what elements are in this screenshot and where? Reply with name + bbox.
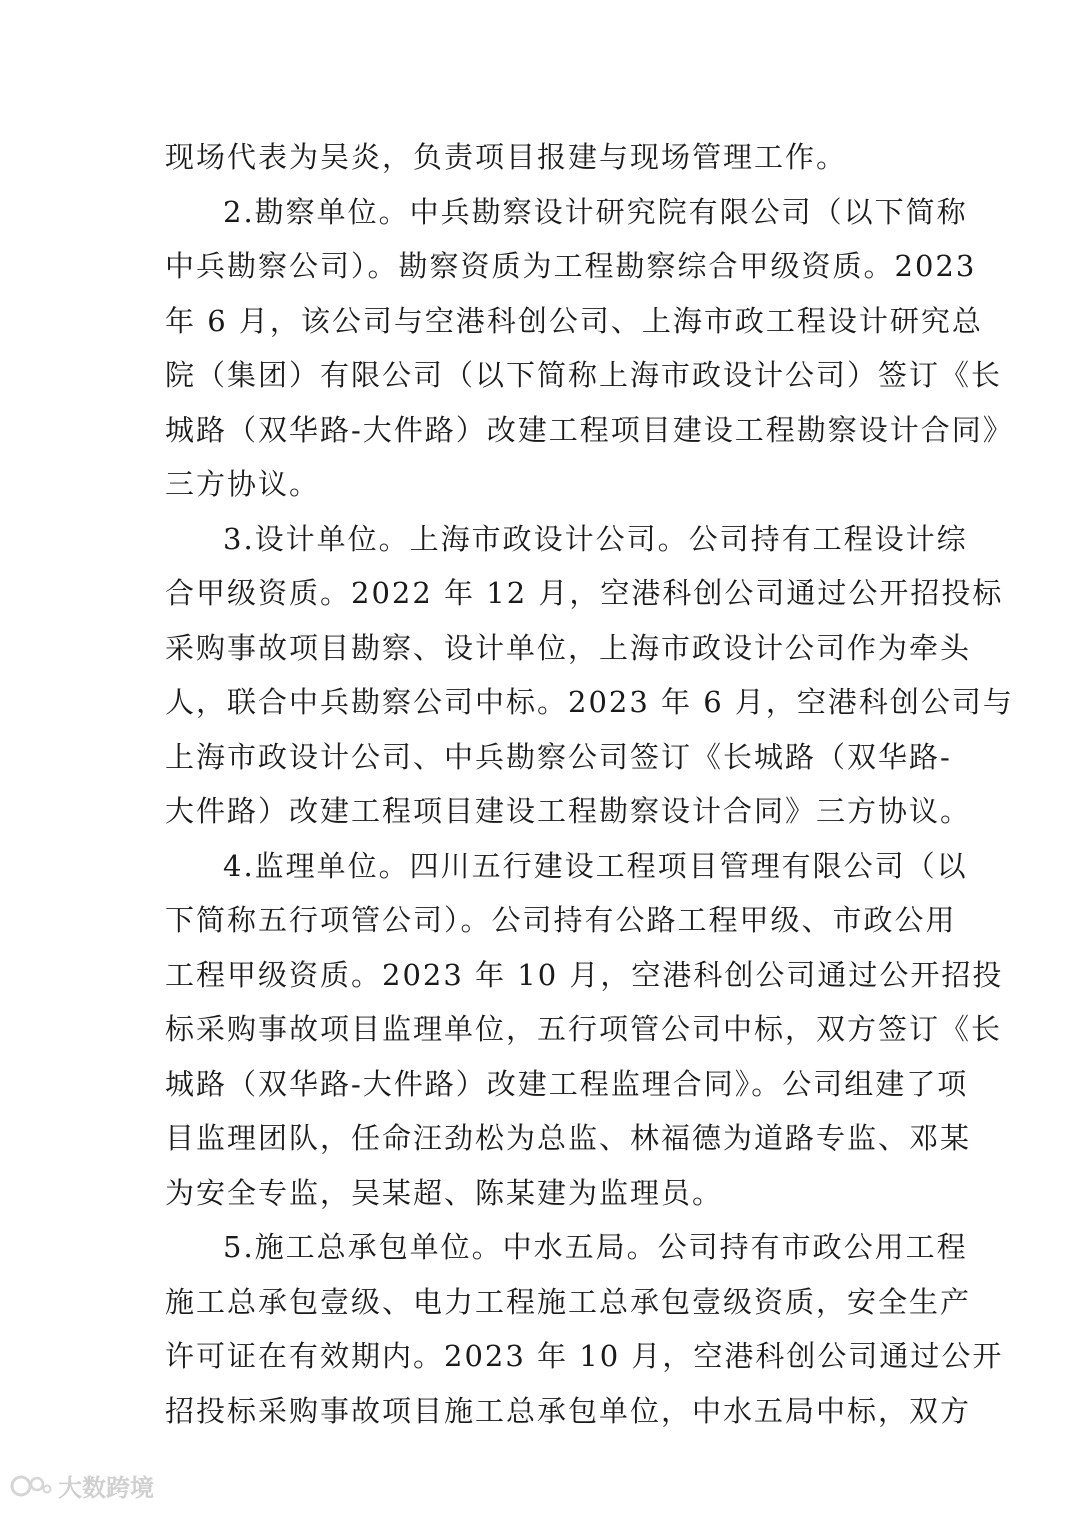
text-line: 5.施工总承包单位。中水五局。公司持有市政公用工程	[223, 1230, 968, 1264]
text-line: 目监理团队，任命汪劲松为总监、林福德为道路专监、邓某	[165, 1121, 972, 1155]
text-line: 施工总承包壹级、电力工程施工总承包壹级资质，安全生产	[165, 1284, 972, 1319]
text-line: 上海市政设计公司、中兵勘察公司签订《长城路（双华路-	[165, 739, 952, 774]
text-line: 采购事故项目勘察、设计单位，上海市政设计公司作为牵头	[165, 630, 972, 665]
text-line: 中兵勘察公司）。勘察资质为工程勘察综合甲级资质。2023	[165, 249, 977, 283]
text-line: 为安全专监，吴某超、陈某建为监理员。	[165, 1175, 724, 1210]
text-line: 人，联合中兵勘察公司中标。2023 年 6 月，空港科创公司与	[165, 685, 1014, 719]
document-body	[165, 130, 1014, 1438]
text-line: 招投标采购事故项目施工总承包单位，中水五局中标，双方	[165, 1393, 972, 1428]
text-line: 大件路）改建工程项目建设工程勘察设计合同》三方协议。	[165, 794, 972, 828]
bubble-logo-icon	[10, 1471, 52, 1501]
text-line: 城路（双华路-大件路）改建工程监理合同》。公司组建了项	[165, 1066, 969, 1101]
text-line: 3.设计单位。上海市政设计公司。公司持有工程设计综	[223, 521, 968, 556]
text-line: 院（集团）有限公司（以下简称上海市政设计公司）签订《长	[165, 358, 1003, 392]
text-line: 年 6 月，该公司与空港科创公司、上海市政工程设计研究总	[165, 303, 983, 338]
text-line: 4.监理单位。四川五行建设工程项目管理有限公司（以	[223, 848, 968, 883]
text-line: 下简称五行项管公司）。公司持有公路工程甲级、市政公用	[165, 903, 957, 937]
text-line: 现场代表为吴炎，负责项目报建与现场管理工作。	[165, 140, 848, 174]
text-line: 2.勘察单位。中兵勘察设计研究院有限公司（以下简称	[223, 194, 968, 229]
text-line: 城路（双华路-大件路）改建工程项目建设工程勘察设计合同》	[165, 412, 1014, 447]
text-line: 许可证在有效期内。2023 年 10 月，空港科创公司通过公开	[165, 1339, 1004, 1373]
watermark	[10, 1468, 154, 1503]
text-line: 三方协议。	[165, 467, 321, 501]
text-line: 合甲级资质。2022 年 12 月，空港科创公司通过公开招投标	[165, 576, 1004, 610]
text-line: 标采购事故项目监理单位，五行项管公司中标，双方签订《长	[165, 1012, 1003, 1046]
watermark-text: 大数跨境	[58, 1474, 154, 1502]
text-line: 工程甲级资质。2023 年 10 月，空港科创公司通过公开招投	[165, 957, 1004, 992]
